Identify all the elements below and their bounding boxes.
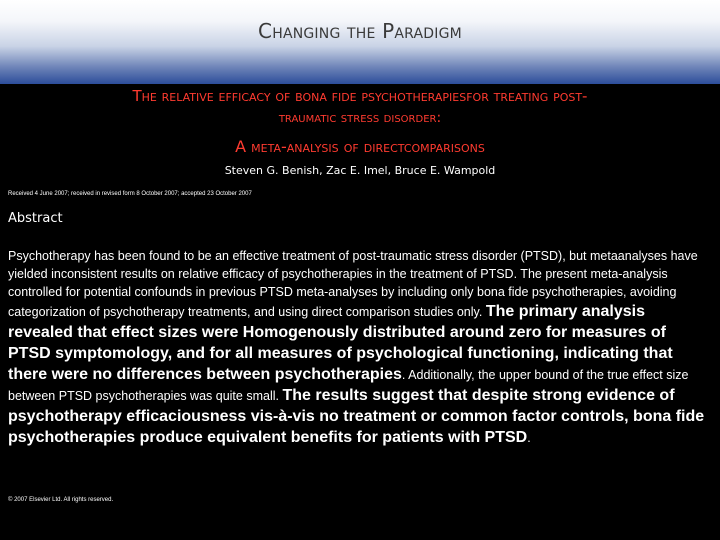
slide-title: Changing the Paradigm <box>258 19 462 43</box>
abstract-heading: Abstract <box>8 211 63 226</box>
paper-subtitle: A meta-analysis of directcomparisons <box>235 137 485 156</box>
authors: Steven G. Benish, Zac E. Imel, Bruce E. Wampold <box>224 164 496 177</box>
paper-title-line-1: The relative efficacy of bona fide psychotherapiesfor treating post- <box>132 87 588 105</box>
abstract-emphasis-2: The results suggest that despite strong evidence of psychotherapy efficaciousness vis-à-vis no treatment or common factor controls, bona fide psychotherapies produce equivalent benefits for patients with PTSD <box>8 387 705 446</box>
abstract-text-3: . <box>527 431 531 445</box>
paper-title-line-2: traumatic stress disorder: <box>278 110 442 126</box>
abstract-body <box>8 247 712 448</box>
abstract-emphasis-1: The primary analysis revealed that effect sizes were Homogenously distributed around zero for measures of PTSD symptomology, and for all measures of psychological functioning, indicating that there were no differences between psychotherapies <box>8 303 673 383</box>
abstract-text-2: . Additionally, the upper bound of the true effect size between PTSD psychotherapies was quite small. <box>8 368 689 403</box>
copyright: © 2007 Elsevier Ltd. All rights reserved. <box>8 497 114 503</box>
received-dates: Received 4 June 2007; received in revised form 8 October 2007; accepted 23 October 2007 <box>8 191 252 197</box>
abstract-text-1: Psychotherapy has been found to be an effective treatment of post-traumatic stress disorder (PTSD), but metaanalyses have yielded inconsistent results on relative efficacy of psychotherapies in the treatment of PTSD. The present meta-analysis controlled for potential confounds in previous PTSD meta-analyses by including only bona fide psychotherapies, avoiding categorization of psychotherapy treatments, and using direct comparison studies only. <box>8 249 698 319</box>
